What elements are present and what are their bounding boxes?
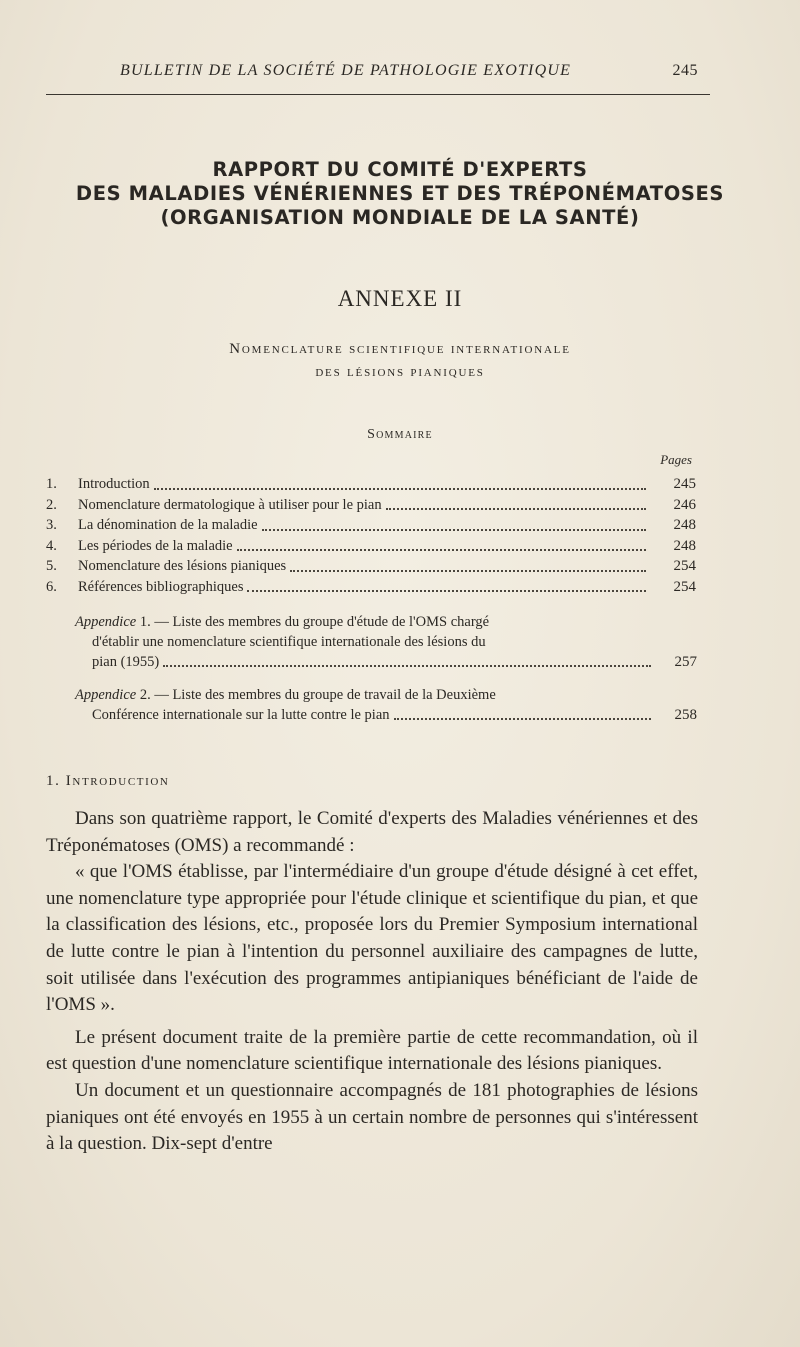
appendix-page: 258 <box>674 707 697 723</box>
dot-leader <box>386 495 646 511</box>
dot-leader <box>262 515 646 531</box>
appendix-text: pian (1955) <box>92 654 160 670</box>
toc-item-page: 254 <box>673 578 696 595</box>
toc-item-label: Nomenclature dermatologique à utiliser pour le pian <box>78 496 382 513</box>
dot-leader <box>247 577 646 593</box>
pages-column-label: Pages <box>660 452 692 467</box>
appendix-number: 2. <box>139 687 151 703</box>
toc-item-number: 4. <box>46 537 57 554</box>
running-head <box>120 62 700 80</box>
body-text <box>46 806 698 1158</box>
report-title-line-3: (ORGANISATION MONDIALE DE LA SANTÉ) <box>160 206 640 229</box>
toc-item-number: 6. <box>46 578 57 595</box>
paragraph: Le présent document traite de la première partie de cette recommandation, où il est question d'une nomenclature scientifique internationale des lésions pianiques. <box>46 1026 698 1075</box>
appendix-line <box>75 612 697 632</box>
report-title-line-1: RAPPORT DU COMITÉ D'EXPERTS <box>212 158 588 181</box>
paragraph: Un document et un questionnaire accompagnés de 181 photographies de lésions pianiques ont été envoyés en 1955 à un certain nombre de personnes qui s'intéressent à la question. Dix-sept d'entre <box>46 1079 698 1155</box>
toc-item-label: Références bibliographiques <box>78 578 244 595</box>
appendix-text: Conférence internationale sur la lutte contre le pian <box>92 707 390 723</box>
annexe-subtitle-line-1: Nomenclature scientifique internationale <box>229 341 571 357</box>
dot-leader <box>163 652 651 667</box>
appendix-text: — Liste des membres du groupe d'étude de l'OMS chargé <box>154 614 490 630</box>
paragraph: Dans son quatrième rapport, le Comité d'experts des Maladies vénériennes et des Tréponématoses (OMS) a recommandé : <box>46 808 698 856</box>
dot-leader <box>154 474 646 490</box>
toc-item-page: 248 <box>673 537 696 554</box>
toc-item-number: 5. <box>46 558 57 574</box>
header-rule <box>46 94 710 95</box>
journal-title: BULLETIN DE LA SOCIÉTÉ DE PATHOLOGIE EXOTIQUE <box>120 62 572 79</box>
toc-item-number: 1. <box>46 476 57 492</box>
toc-item <box>46 536 696 557</box>
appendix-text: — Liste des membres du groupe de travail de la Deuxième <box>154 687 496 703</box>
sommaire-heading: Sommaire <box>367 427 433 442</box>
report-title-line-2: DES MALADIES VÉNÉRIENNES ET DES TRÉPONÉMATOSES <box>75 182 725 205</box>
dot-leader <box>290 556 646 572</box>
toc-item-label: La dénomination de la maladie <box>78 517 258 533</box>
table-of-contents <box>46 474 696 597</box>
toc-item-page: 245 <box>673 476 696 492</box>
appendix-line: d'établir une nomenclature scientifique internationale des lésions du <box>92 634 486 650</box>
toc-item-page: 248 <box>673 517 696 533</box>
appendix-line <box>75 652 697 672</box>
page-number: 245 <box>672 62 698 79</box>
section-heading: 1. Introduction <box>46 773 170 789</box>
toc-item <box>46 474 696 495</box>
toc-item-label: Nomenclature des lésions pianiques <box>78 558 287 574</box>
dot-leader <box>394 705 651 720</box>
toc-item-number: 3. <box>46 517 57 533</box>
report-title <box>0 158 800 230</box>
paragraph: « que l'OMS établisse, par l'intermédiaire d'un groupe d'étude désigné à cet effet, une nomenclature type appropriée pour l'étude clinique et scientifique du pian, et que la classification des lésions, etc., proposée lors du Premier Symposium international de lutte contre le pian à l'intention du personnel auxiliaire des campagnes de lutte, soit utilisée dans l'exécution des programmes antipianiques bénéficiant de l'aide de l'OMS ». <box>46 861 698 1016</box>
appendix-number: 1. <box>139 614 151 630</box>
appendix-label: Appendice <box>75 687 137 703</box>
toc-item-page: 246 <box>673 496 696 513</box>
appendix-entry-2 <box>75 685 697 725</box>
toc-item-label: Introduction <box>78 476 150 492</box>
annexe-heading: ANNEXE II <box>337 286 463 311</box>
appendix-label: Appendice <box>75 614 137 630</box>
appendix-page: 257 <box>674 654 697 670</box>
annexe-subtitle-line-2: des lésions pianiques <box>315 364 485 380</box>
toc-item-page: 254 <box>673 558 696 574</box>
toc-item <box>46 556 696 577</box>
dot-leader <box>237 536 646 552</box>
appendix-line <box>75 685 697 705</box>
toc-item-label: Les périodes de la maladie <box>78 537 233 554</box>
appendix-entry-1 <box>75 612 697 672</box>
toc-item <box>46 495 696 516</box>
appendix-line <box>75 705 697 725</box>
toc-item <box>46 577 696 598</box>
annexe-subtitle <box>0 338 800 384</box>
toc-item <box>46 515 696 536</box>
toc-item-number: 2. <box>46 496 57 513</box>
